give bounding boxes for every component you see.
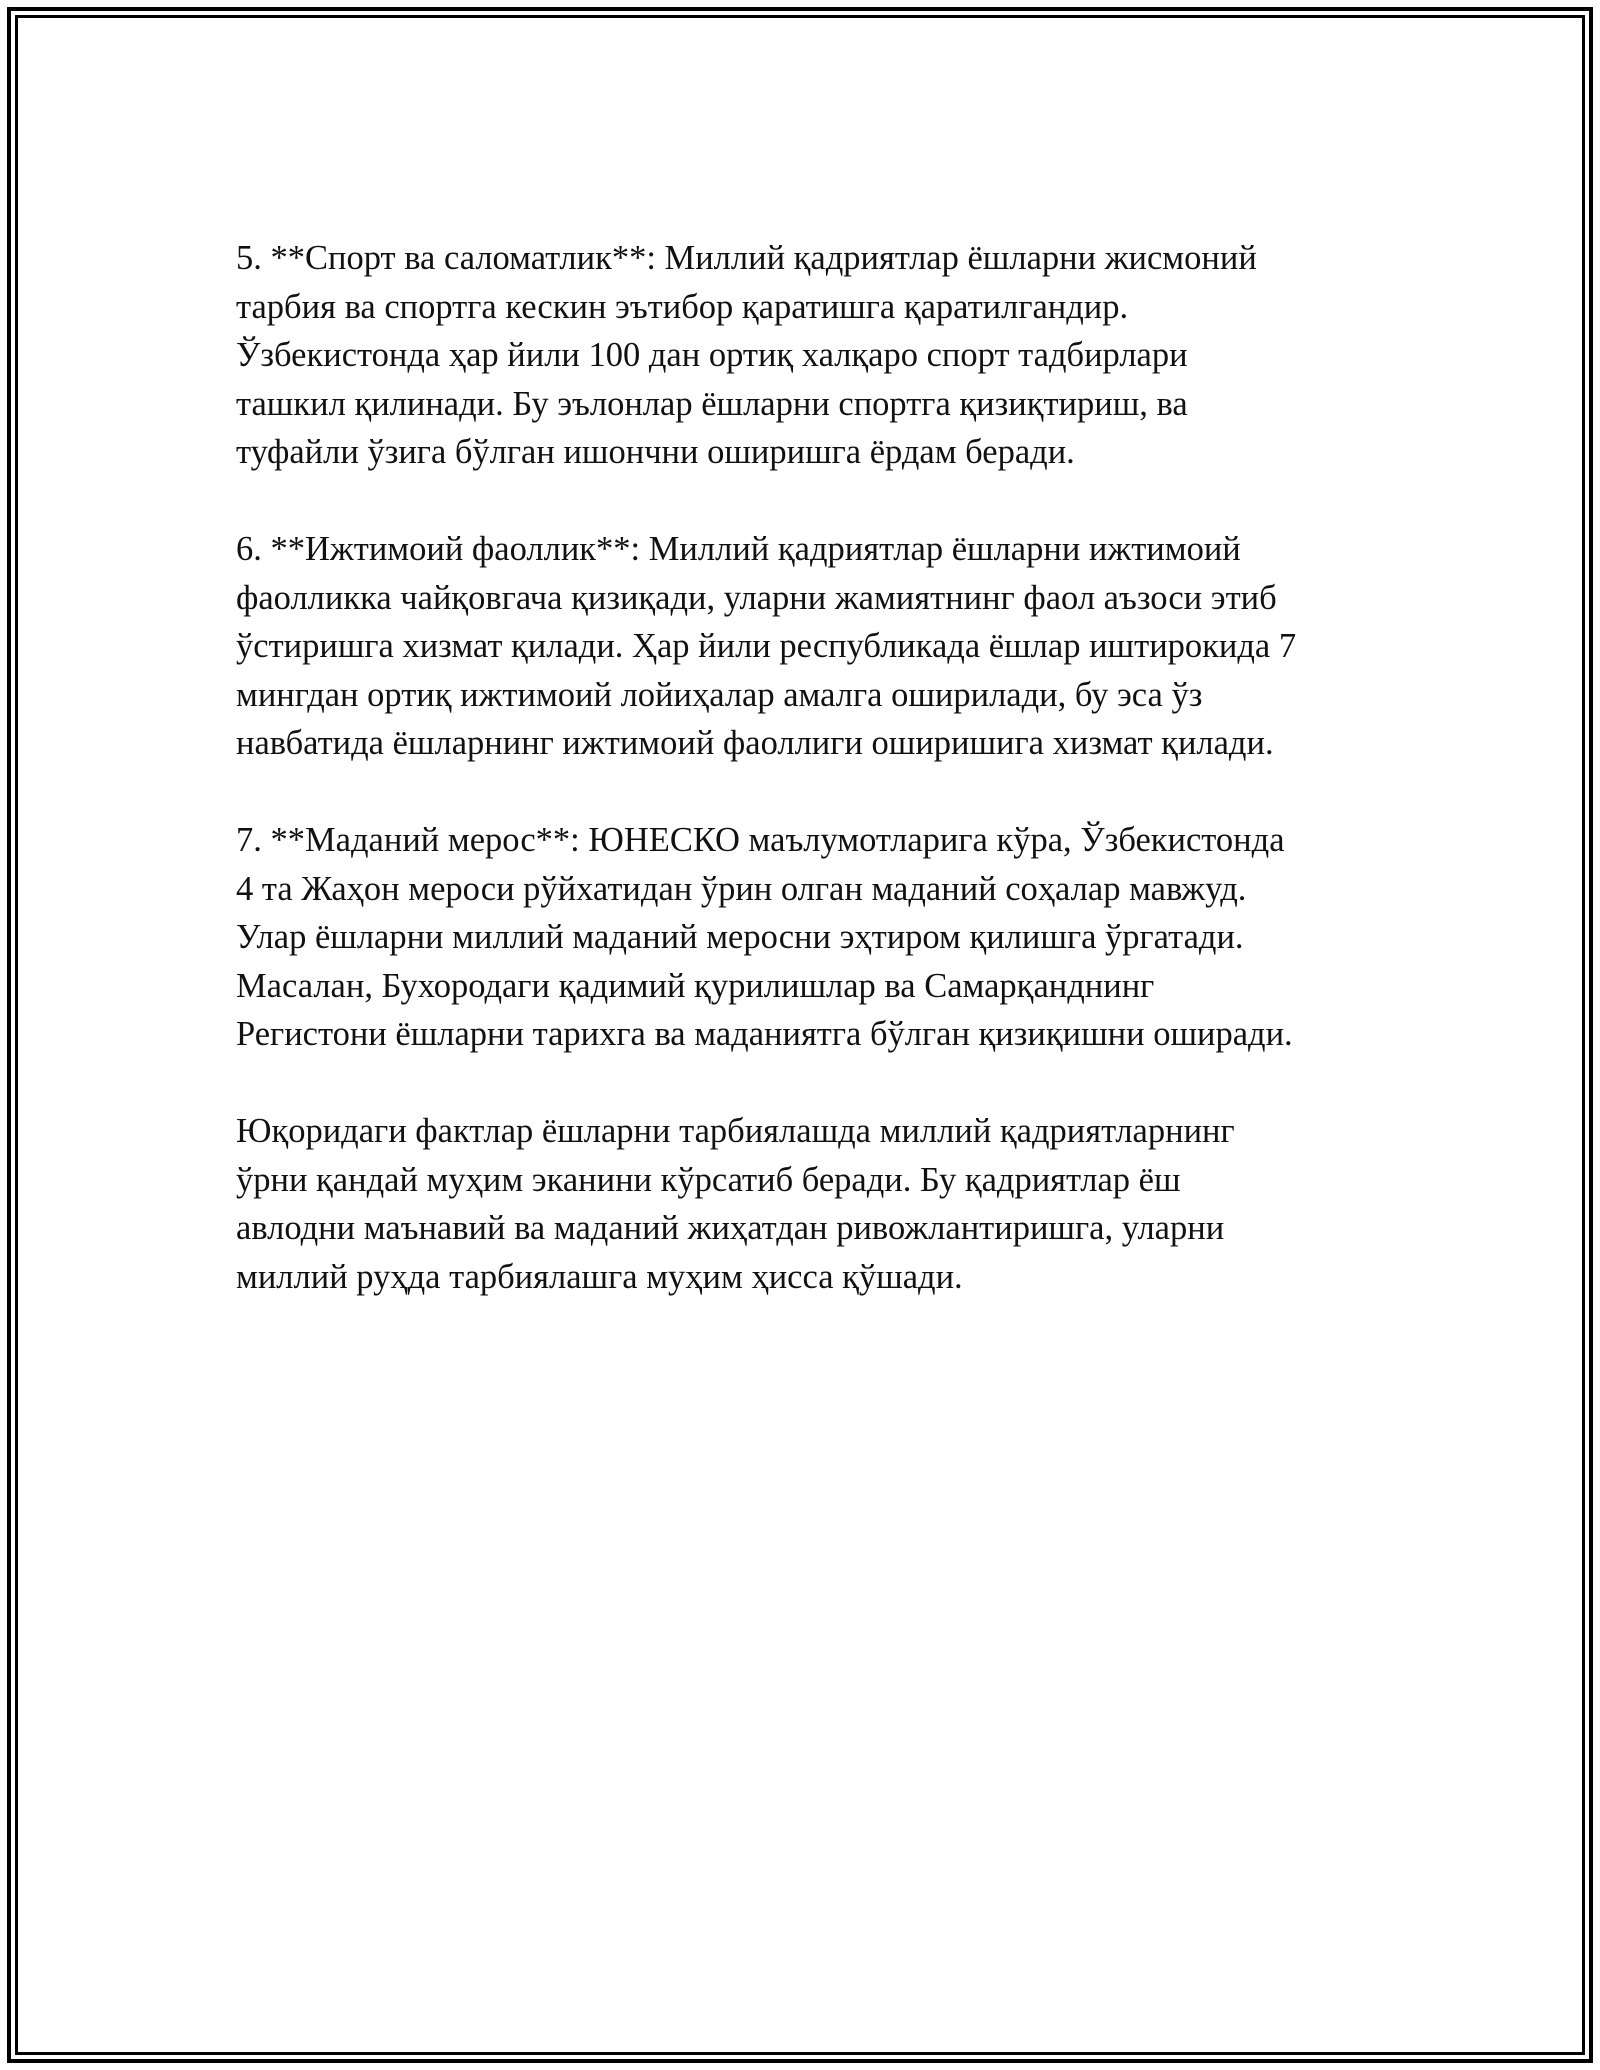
paragraph-social-activity: 6. **Ижтимоий фаоллик**: Миллий қадриятлар ёшларни ижтимоий фаолликка чайқовгача қизиқади, уларни жамиятнинг фаол аъзоси этиб ўстиришга хизмат қилади. Ҳар йили республикада ёшлар иштирокида 7 мингдан ортиқ ижтимоий лойиҳалар амалга оширилади, бу эса ўз навбатида ёшларнинг ижтимоий фаоллиги оширишига хизмат қилади. — [236, 530, 1297, 762]
paragraph-conclusion: Юқоридаги фактлар ёшларни тарбиялашда миллий қадриятларнинг ўрни қандай муҳим эканини кўрсатиб беради. Бу қадриятлар ёш авлодни маънавий ва маданий жиҳатдан ривожлантиришга, уларни миллий руҳда тарбиялашга муҳим ҳисса қўшади. — [236, 1112, 1235, 1296]
paragraph-sport-health: 5. **Спорт ва саломатлик**: Миллий қадриятлар ёшларни жисмоний тарбия ва спортга кескин эътибор қаратишга қаратилгандир. Ўзбекистонда ҳар йили 100 дан ортиқ халқаро спорт тадбирлари ташкил қилинади. Бу эълонлар ёшларни спортга қизиқтириш, ва туфайли ўзига бўлган ишончни оширишга ёрдам беради. — [236, 239, 1257, 471]
paragraph-cultural-heritage: 7. **Маданий мерос**: ЮНЕСКО маълумотларига кўра, Ўзбекистонда 4 та Жаҳон мероси рўйхатидан ўрин олган маданий соҳалар мавжуд. Улар ёшларни миллий маданий меросни эҳтиром қилишга ўргатади. Масалан, Бухородаги қадимий қурилишлар ва Самарқанднинг Регистони ёшларни тарихга ва маданиятга бўлган қизиқишни оширади. — [236, 821, 1293, 1053]
document-body — [236, 234, 1406, 1350]
